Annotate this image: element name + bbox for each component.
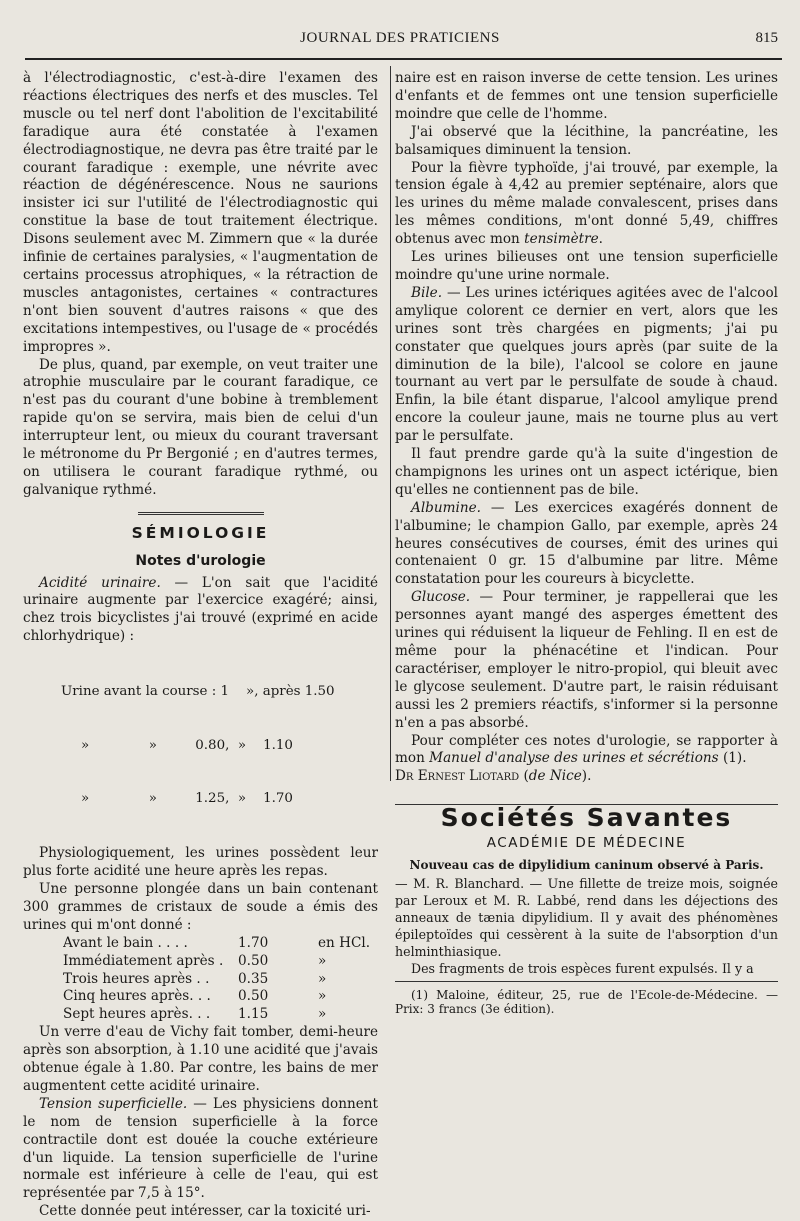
table-row (63, 935, 378, 953)
row-label: Immédiatement après . (63, 952, 224, 969)
typhoide-text: Pour la fièvre typhoïde, j'ai trouvé, par exemple, la tension égale à 4,42 au premier septénaire, alors que les urines du même malade convalescent, prises dans les mêmes conditions, m'ont donné 5,49, chiffres obtenus avec mon (395, 159, 778, 248)
row-unit: » (318, 952, 327, 969)
row-value: 0.35 (238, 970, 269, 987)
paragraph-typhoide (395, 160, 778, 250)
subhead-acidite: Acidité urinaire. (39, 574, 161, 591)
section-heading-societes: Sociétés Savantes (440, 803, 733, 833)
table-row (63, 953, 378, 971)
row-unit: en HCl. (318, 934, 371, 951)
bile-text: — Les urines ictériques agitées avec de l'alcool amylique colorent ce dernier en vert, alors que les urines sont très chargées en pigments; j'ai pu constater que quelques jours après (par suite de la diminution de la bile), l'alcool se colore en jaune tournant au vert par le persulfate de soude à chaud. Enfin, la bile étant disparue, l'alcool amylique prend encore la couleur jaune, mais ne tourne plus au vert par le persulfate. (395, 284, 778, 445)
paragraph-bain: Une personne plongée dans un bain contenant 300 grammes de cristaux de soude a émis des urines qui m'ont donné : (23, 880, 378, 933)
subhead-albumine: Albumine. (411, 499, 481, 516)
paragraph-manuel (395, 733, 778, 769)
paragraph-glucose (395, 589, 778, 732)
journal-title: JOURNAL DES PRATICIENS (300, 30, 500, 46)
urine-course-table (61, 647, 378, 844)
row-label: Cinq heures après. . . (63, 988, 211, 1005)
typhoide-end: . (598, 231, 603, 248)
author-signature (395, 768, 778, 786)
subhead-bile: Bile. (411, 284, 443, 301)
header-rule (25, 58, 782, 60)
paragraph-bile (395, 285, 778, 446)
footnote: (1) Maloine, éditeur, 25, rue de l'Ecole-de-Médecine. — Prix: 3 francs (3e édition). (395, 987, 778, 1016)
manuel-title: Manuel d'analyse des urines et sécrétions (429, 750, 719, 767)
paragraph-atrophie: De plus, quand, par exemple, on veut traiter une atrophie musculaire par le courant faradique, ce n'est pas du courant d'une bobine à tremblement rapide qu'on se servira, mais bien de celui d'un interrupteur lent, ou mieux du courant traversant le métronome du Pr Bergonié ; en d'autres termes, on utilisera le courant faradique rythmé, ou galvanique rythmé. (23, 356, 378, 498)
paragraph-bilieuses: Les urines bilieuses ont une tension superficielle moindre qu'une urine normale. (395, 249, 778, 283)
footnote-rule (395, 981, 778, 982)
paragraph-albumine (395, 500, 778, 590)
case-title: Nouveau cas de dipylidium caninum observé à Paris. (409, 858, 764, 873)
article-title: Notes d'urologie (135, 552, 266, 569)
page-number: 815 (755, 30, 778, 46)
table-row: » » 0.80, » 1.10 (81, 737, 293, 753)
manuel-text: Pour compléter ces notes d'urologie, se rapporter à mon (395, 732, 778, 767)
paragraph-tension (23, 1096, 378, 1203)
left-column (23, 70, 378, 1221)
paragraph-lecithine: J'ai observé que la lécithine, la pancréatine, les balsamiques diminuent la tension. (395, 123, 778, 158)
signature-end: ). (581, 768, 592, 785)
paragraph-fragments: Des fragments de trois espèces furent expulsés. Il y a (411, 960, 754, 976)
paragraph-physiologie: Physiologiquement, les urines possèdent leur plus forte acidité une heure après les repas. (23, 845, 378, 880)
glucose-text: — Pour terminer, je rappellerai que les personnes ayant mangé des asperges émettent des urines qui réduisent la liqueur de Fehling. Il en est de même pour la phénacétine et l'indican. Pour caractériser, employer le nitro-propiol, qui bleuit avec le glycose seulement. D'autre part, le raisin réduisant aussi les 2 premiers réactifs, s'informer si la personne n'en a pas absorbé. (395, 589, 778, 731)
row-label: Sept heures après. . . (63, 1006, 211, 1023)
table-row (63, 971, 378, 989)
manuel-ref: (1). (718, 750, 747, 767)
row-value: 0.50 (238, 988, 269, 1005)
paragraph-electrodiagnostic: à l'électrodiagnostic, c'est-à-dire l'examen des réactions électriques des nerfs et des muscles. Tel muscle ou tel nerf dont l'abolition de l'excitabilité faradique aura été constatée à l'examen électrodiagnostique, ne devra pas être traité par le courant faradique : exemple, une névrite avec réaction de dégénérescence. Nous ne saurions insister ici sur l'utilité de l'électrodiagnostic qui constitue la base de tout traitement électrique. Disons seulement avec M. Zimmern que « la durée infinie de certaines paralysies, « l'augmentation de certains processus atrophiques, « la rétraction de muscles antagonistes, certaines « contractures n'ont bien souvent d'autres raisons « que des excitations intempestives, ou l'usage de « procédés impropres ». (23, 70, 378, 355)
row-value: 0.50 (238, 952, 269, 969)
row-unit: » (318, 970, 327, 987)
paragraph-tension-cont: naire est en raison inverse de cette tension. Les urines d'enfants et de femmes ont une tension superficielle moindre que celle de l'homme. (395, 70, 778, 122)
author-name: Dr Ernest Liotard ( (395, 768, 529, 785)
subhead-tension: Tension superficielle. (39, 1095, 188, 1112)
subsection-heading-academie: ACADÉMIE DE MÉDECINE (486, 835, 687, 852)
author-city: de Nice (528, 768, 582, 785)
row-unit: » (318, 1006, 327, 1023)
row-unit: » (318, 988, 327, 1005)
paragraph-donnee: Cette donnée peut intéresser, car la toxicité uri- (39, 1203, 371, 1220)
albumine-text: — Les exercices exagérés donnent de l'albumine; le champion Gallo, par exemple, après 24 heures consécutives de courses, émit des urines qui contenaient 0 gr. 15 d'albumine par litre. Même constatation pour les coureurs à bicyclette. (395, 499, 778, 588)
row-label: Trois heures après . . (63, 970, 210, 987)
page-header (0, 30, 800, 52)
tension-text: — Les physiciens donnent le nom de tension superficielle à la force contractile dont est douée la couche extérieure d'un liquide. La tension superficielle de l'urine normale est inférieure à celle de l'eau, qui est représentée par 7,5 à 15°. (23, 1095, 378, 1202)
tensimetre-term: tensimètre (524, 231, 599, 248)
table-row (63, 988, 378, 1006)
column-divider (390, 66, 391, 781)
paragraph-cas: — M. R. Blanchard. — Une fillette de treize mois, soignée par Leroux et M. R. Labbé, rend dans les déjections des anneaux de tænia dipylidium. Il y avait des phénomènes épileptoïdes qui cessèrent à la suite de l'absorption d'un helminthiasique. (395, 875, 778, 959)
row-value: 1.15 (238, 1006, 269, 1023)
table-row: » » 1.25, » 1.70 (81, 791, 293, 807)
paragraph-champignons: Il faut prendre garde qu'à la suite d'ingestion de champignons les urines ont un aspect ictérique, bien qu'elles ne contiennent pas de bile. (395, 446, 778, 498)
right-column (395, 70, 778, 1016)
subhead-glucose: Glucose. (411, 589, 471, 606)
analysis-table (63, 935, 378, 1025)
row-value: 1.70 (238, 934, 269, 951)
row-label: Avant le bain . . . . (63, 934, 188, 951)
table-row (63, 1006, 378, 1024)
table-row: Urine avant la course : 1 », après 1.50 (61, 684, 335, 699)
paragraph-vichy: Un verre d'eau de Vichy fait tomber, demi-heure après son absorption, à 1.10 une acidité que j'avais obtenue égale à 1.80. Par contre, les bains de mer augmentent cette acidité urinaire. (23, 1024, 378, 1094)
section-heading-semiologie: SÉMIOLOGIE (131, 523, 270, 542)
acidite-text: — L'on sait que l'acidité urinaire augmente par l'exercice exagéré; ainsi, chez trois bicyclistes j'ai trouvé (exprimé en acide chlorhydrique) : (23, 574, 378, 645)
paragraph-acidite (23, 575, 378, 647)
section-rule (138, 512, 264, 515)
